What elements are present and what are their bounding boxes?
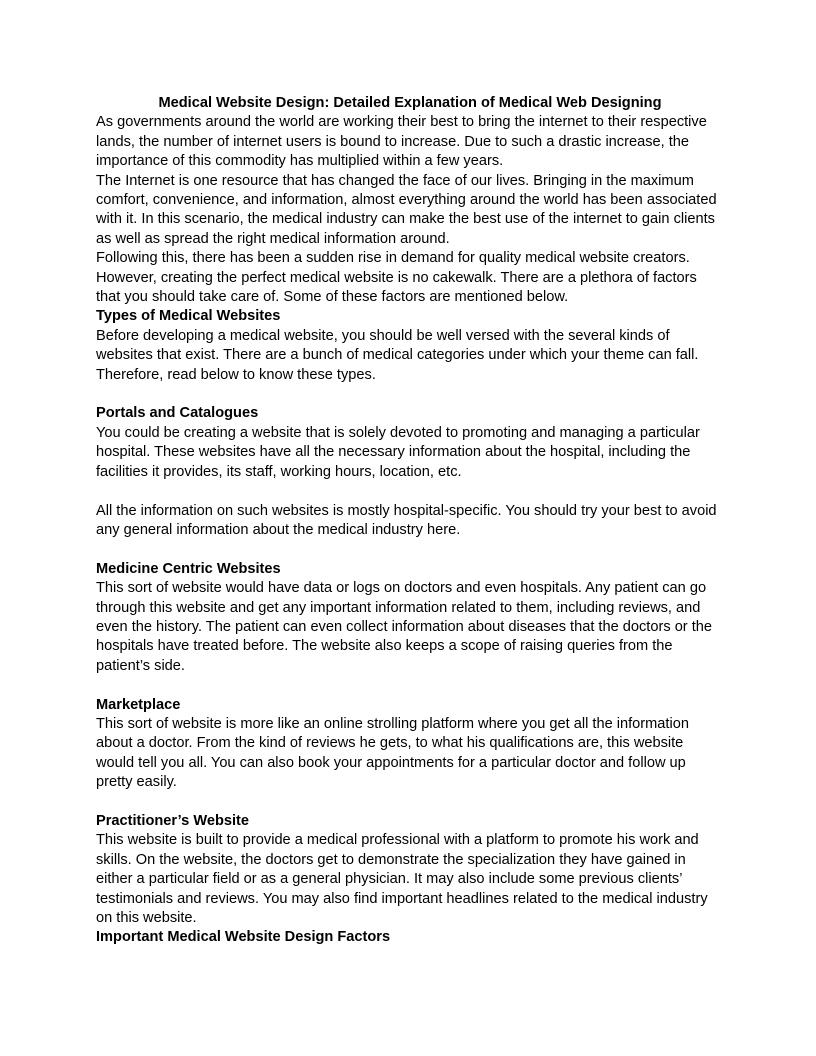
document-title: Medical Website Design: Detailed Explanation of Medical Web Designing (158, 95, 662, 111)
spacer (96, 676, 724, 695)
spacer (96, 482, 724, 501)
design-factors-heading: Important Medical Website Design Factors (96, 929, 391, 946)
medicine-centric-paragraph: This sort of website would have data or logs on doctors and even hospitals. Any patient can go through this website and get any important information related to them, including reviews, and even the history. The patient can even collect information about diseases that the doctors or the hospitals have treated before. The website also keeps a scope of raising queries from the patient’s side. (96, 580, 713, 674)
intro-paragraph-3: Following this, there has been a sudden rise in demand for quality medical website creators. However, creating the perfect medical website is no cakewalk. There are a plethora of factors that you should take care of. Some of these factors are mentioned below. (96, 250, 697, 306)
portals-paragraph-2: All the information on such websites is mostly hospital-specific. You should try your best to avoid any general information about the medical industry here. (96, 502, 717, 538)
practitioner-heading: Practitioner’s Website (96, 812, 250, 829)
spacer (96, 793, 724, 812)
marketplace-heading: Marketplace (96, 696, 181, 713)
portals-paragraph-1: You could be creating a website that is solely devoted to promoting and managing a particular hospital. These websites have all the necessary information about the hospital, including the facilities it provides, its staff, working hours, location, etc. (96, 424, 700, 480)
spacer (96, 540, 724, 559)
practitioner-paragraph: This website is built to provide a medical professional with a platform to promote his work and skills. On the website, the doctors get to demonstrate the specialization they have gained in either a particular field or as a general physician. It may also include some previous clients’ testimonials and reviews. You may also find important headlines related to the medical industry on this website. (96, 832, 708, 926)
types-paragraph: Before developing a medical website, you should be well versed with the several kinds of websites that exist. There are a bunch of medical categories under which your theme can fall. Therefore, read below to know these types. (96, 327, 699, 383)
portals-heading: Portals and Catalogues (96, 405, 259, 422)
marketplace-paragraph: This sort of website is more like an online strolling platform where you get all the information about a doctor. From the kind of reviews he gets, to what his qualifications are, this website would tell you all. You can also book your appointments for a particular doctor and follow up pretty easily. (96, 715, 689, 791)
intro-paragraph-1: As governments around the world are working their best to bring the internet to their respective lands, the number of internet users is bound to increase. Due to such a drastic increase, the importance of this commodity has multiplied within a few years. (96, 114, 707, 170)
medicine-centric-heading: Medicine Centric Websites (96, 560, 281, 577)
document-page (96, 94, 724, 948)
spacer (96, 385, 724, 404)
intro-paragraph-2: The Internet is one resource that has changed the face of our lives. Bringing in the maximum comfort, convenience, and information, almost everything around the world has been associated with it. In this scenario, the medical industry can make the best use of the internet to gain clients as well as spread the right medical information around. (96, 172, 717, 247)
types-heading: Types of Medical Websites (96, 308, 281, 325)
